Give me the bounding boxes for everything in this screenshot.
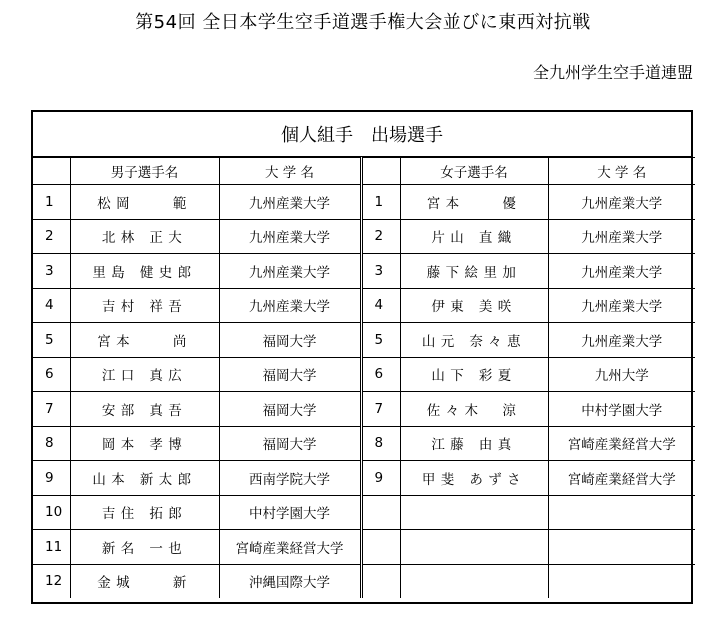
men-university-cell: 福岡大学 [219,357,361,392]
women-university-cell: 九州産業大学 [548,185,695,220]
table-row [33,392,695,427]
men-number-cell: 12 [33,564,70,598]
women-name-cell: 伊東 美咲 [400,288,548,323]
header-row [33,158,695,185]
women-university-cell: 九州大学 [548,357,695,392]
women-name-cell [400,564,548,598]
women-name-cell: 江藤 由真 [400,426,548,461]
men-number-cell: 6 [33,357,70,392]
men-number-cell: 8 [33,426,70,461]
men-number-header [33,158,70,185]
table-row [33,495,695,530]
women-number-cell: 1 [361,185,400,220]
table-row [33,461,695,496]
women-number-cell: 9 [361,461,400,496]
women-university-cell: 九州産業大学 [548,254,695,289]
men-number-cell: 9 [33,461,70,496]
men-university-cell: 沖縄国際大学 [219,564,361,598]
men-name-cell: 江口 真広 [70,357,219,392]
women-name-cell: 山下 彩夏 [400,357,548,392]
table-row [33,530,695,565]
women-name-cell: 宮本 優 [400,185,548,220]
women-university-cell: 中村学園大学 [548,392,695,427]
men-number-cell: 7 [33,392,70,427]
women-name-cell [400,530,548,565]
women-number-cell: 8 [361,426,400,461]
men-name-cell: 安部 真吾 [70,392,219,427]
men-name-cell: 岡本 孝博 [70,426,219,461]
men-university-cell: 九州産業大学 [219,288,361,323]
men-university-cell: 福岡大学 [219,323,361,358]
women-number-cell [361,530,400,565]
table-row [33,288,695,323]
men-number-cell: 3 [33,254,70,289]
roster-table-frame [31,110,693,604]
men-number-cell: 2 [33,219,70,254]
men-number-cell: 1 [33,185,70,220]
women-university-cell [548,564,695,598]
table-heading: 個人組手 出場選手 [33,112,691,157]
women-number-cell [361,564,400,598]
men-name-cell: 山本 新太郎 [70,461,219,496]
women-number-cell: 2 [361,219,400,254]
women-name-header: 女子選手名 [400,158,548,185]
men-university-cell: 九州産業大学 [219,254,361,289]
men-university-header: 大 学 名 [219,158,361,185]
men-university-cell: 九州産業大学 [219,219,361,254]
women-number-cell [361,495,400,530]
women-university-cell: 宮崎産業経営大学 [548,461,695,496]
table-row [33,254,695,289]
women-name-cell: 佐々木 涼 [400,392,548,427]
roster-body [33,185,695,599]
women-university-cell: 九州産業大学 [548,288,695,323]
men-name-cell: 宮本 尚 [70,323,219,358]
men-name-cell: 吉村 祥吾 [70,288,219,323]
women-name-cell: 片山 直織 [400,219,548,254]
women-university-cell [548,495,695,530]
men-university-cell: 宮崎産業経営大学 [219,530,361,565]
men-university-cell: 福岡大学 [219,392,361,427]
men-number-cell: 11 [33,530,70,565]
men-name-cell: 里島 健史郎 [70,254,219,289]
women-number-cell: 4 [361,288,400,323]
table-row [33,219,695,254]
women-name-cell: 甲斐 あずさ [400,461,548,496]
women-university-cell: 九州産業大学 [548,323,695,358]
women-university-cell [548,530,695,565]
men-university-cell: 中村学園大学 [219,495,361,530]
women-number-cell: 3 [361,254,400,289]
organization-name: 全九州学生空手道連盟 [532,63,693,82]
women-number-header [361,158,400,185]
men-name-cell: 金城 新 [70,564,219,598]
table-row [33,357,695,392]
table-row [33,185,695,220]
women-name-cell: 山元 奈々恵 [400,323,548,358]
women-name-cell: 藤下絵里加 [400,254,548,289]
table-row [33,564,695,598]
men-name-cell: 新名 一也 [70,530,219,565]
roster-table [33,157,695,598]
table-row [33,323,695,358]
men-number-cell: 10 [33,495,70,530]
women-number-cell: 7 [361,392,400,427]
men-name-cell: 吉住 拓郎 [70,495,219,530]
men-name-cell: 松岡 範 [70,185,219,220]
men-name-header: 男子選手名 [70,158,219,185]
women-university-cell: 宮崎産業経営大学 [548,426,695,461]
women-number-cell: 5 [361,323,400,358]
men-number-cell: 4 [33,288,70,323]
men-number-cell: 5 [33,323,70,358]
women-university-header: 大 学 名 [548,158,695,185]
men-university-cell: 西南学院大学 [219,461,361,496]
women-university-cell: 九州産業大学 [548,219,695,254]
men-university-cell: 九州産業大学 [219,185,361,220]
women-name-cell [400,495,548,530]
table-row [33,426,695,461]
men-university-cell: 福岡大学 [219,426,361,461]
women-number-cell: 6 [361,357,400,392]
document-title: 第54回 全日本学生空手道選手権大会並びに東西対抗戦 [135,12,591,33]
men-name-cell: 北林 正大 [70,219,219,254]
